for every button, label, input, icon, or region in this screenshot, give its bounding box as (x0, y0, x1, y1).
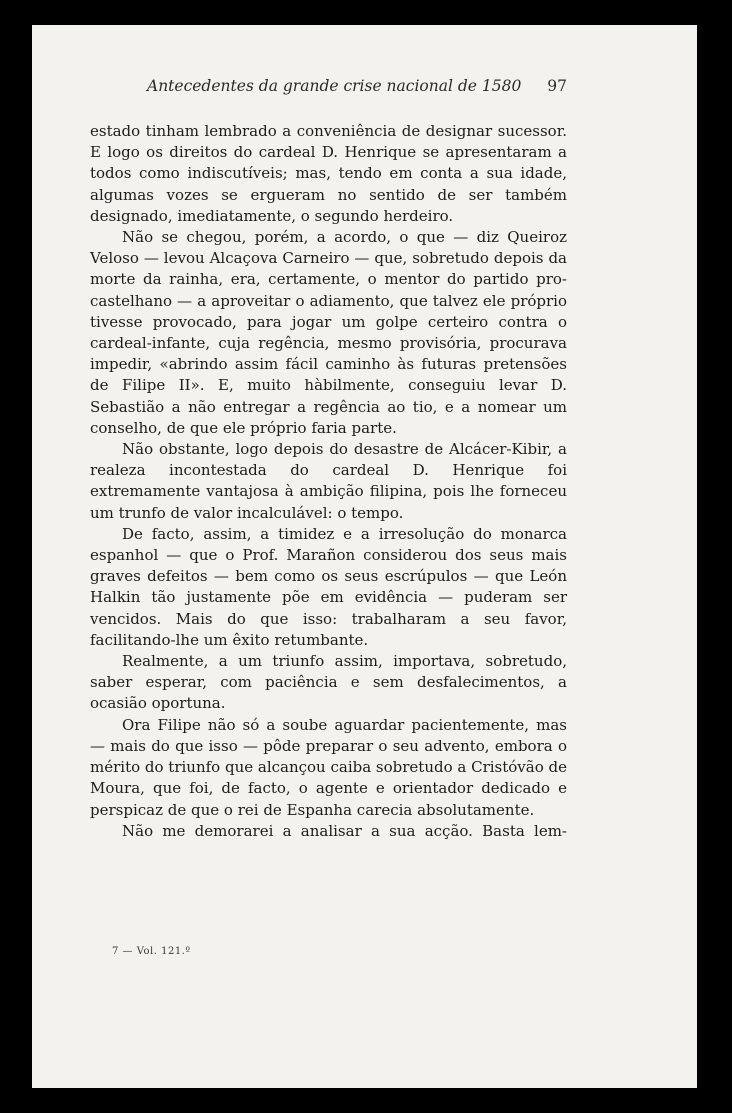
running-title: Antecedentes da grande crise nacional de 1580 (147, 77, 522, 95)
paragraph-7: Não me demorarei a analisar a sua acção. Basta lem- (122, 821, 567, 840)
paragraph-1: estado tinham lembrado a conveniência de designar sucessor. E logo os direitos do cardeal D. Henrique se apresentaram a todos como indiscutíveis; mas, tendo em conta a sua idade, algumas vozes se ergueram no sentido de ser também designado, imediatamente, o segundo herdeiro. (90, 122, 567, 225)
paragraph-2: Não se chegou, porém, a acordo, o que — diz Queiroz Veloso — levou Alcaçova Carneiro — que, sobretudo depois da morte da rainha, era, certamente, o mentor do partido pro-castelhano — a aproveitar o adiamento, que talvez ele próprio tivesse provocado, para jogar um golpe certeiro contra o cardeal-infante, cuja regência, mesmo provisória, procurava impedir, «abrindo assim fácil caminho às futuras pretensões de Filipe II». E, muito hàbilmente, conseguiu levar D. Sebastião a não entregar a regência ao tio, e a nomear um conselho, de que ele próprio faria parte. (90, 228, 567, 437)
signature-mark: 7 — Vol. 121.º (112, 946, 191, 957)
paragraph-6: Ora Filipe não só a soube aguardar pacientemente, mas — mais do que isso — pôde preparar o seu advento, embora o mérito do triunfo que alcançou caiba sobretudo a Cristóvão de Moura, que foi, de facto, o agente e orientador dedicado e perspicaz de que o rei de Espanha carecia absolutamente. (90, 715, 568, 819)
page-number: 97 (547, 77, 567, 95)
paragraph-5: Realmente, a um triunfo assim, importava, sobretudo, saber esperar, com paciência e sem desfalecimentos, a ocasião oportuna. (90, 652, 567, 713)
running-header (147, 77, 567, 101)
book-page (32, 25, 697, 1088)
body-text (90, 121, 567, 842)
paragraph-3: Não obstante, logo depois do desastre de Alcácer-Kibir, a realeza incontestada do cardeal D. Henrique foi extremamente vantajosa à ambição filipina, pois lhe forneceu um trunfo de valor incalculável: o tempo. (90, 440, 567, 522)
paragraph-4: De facto, assim, a timidez e a irresolução do monarca espanhol — que o Prof. Marañon considerou dos seus mais graves defeitos — bem como os seus escrúpulos — que León Halkin tão justamente põe em evidência — puderam ser vencidos. Mais do que isso: trabalharam a seu favor, facilitando-lhe um êxito retumbante. (90, 524, 567, 649)
